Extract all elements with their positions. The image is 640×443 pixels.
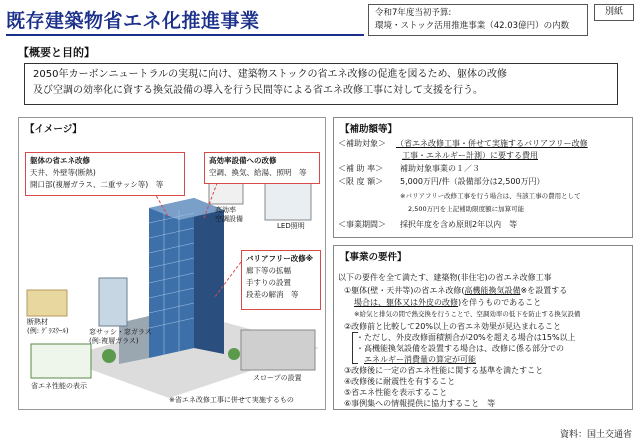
subsidy-limit-label: ＜限 度 額＞ — [338, 177, 384, 186]
callout-equip-line1: 空調、換気、給湯、照明 等 — [209, 168, 307, 177]
callout-barrier-line3: 段差の解消 等 — [246, 290, 299, 299]
overview-heading: 【概要と目的】 — [18, 46, 95, 59]
callout-equip-title: 高効率設備への改修 — [209, 156, 277, 165]
insulation-label: 断熱材 (例: ｸﾞﾗｽｳｰﾙ) — [27, 318, 69, 335]
budget-box — [368, 4, 588, 36]
subsidy-target-line1: （省エネ改修工事・併せて実施するバリアフリー改修 — [396, 139, 588, 148]
subsidy-rate-label: ＜補 助 率＞ — [338, 164, 384, 173]
subsidy-limit-value: 5,000万円/件（設備部分は2,500万円） — [400, 177, 545, 186]
requirement-1: ①躯体(壁・天井等)の省エネ改修(高機能換気設備※を設置する — [344, 286, 568, 295]
requirements-box — [333, 245, 633, 410]
subsidy-heading: 【補助額等】 — [340, 124, 398, 135]
annex-label: 別紙 — [594, 4, 634, 21]
overview-box — [24, 63, 618, 105]
subsidy-target-line2: 工事・エネルギー計測）に要する費用 — [402, 151, 538, 160]
image-panel — [18, 117, 326, 410]
tree — [228, 348, 240, 360]
energy-label-image — [31, 344, 91, 378]
energy-display-label: 省エネ性能の表示 — [31, 382, 87, 390]
requirements-heading: 【事業の要件】 — [340, 252, 407, 263]
callout-body-line2: 開口部(複層ガラス、二重サッシ等) 等 — [30, 180, 164, 189]
image-heading: 【イメージ】 — [25, 124, 82, 135]
subsidy-period-value: 採択年度を含め原則2年以内 等 — [400, 220, 518, 229]
image-footnote: ※省エネ改修工事に併せて実施するもの — [169, 396, 294, 404]
requirement-2b: ・高機能換気設備を設置する場合は、改修に係る部分での — [356, 344, 564, 353]
overview-line1: 2050年カーボンニュートラルの実現に向け、建築物ストックの省エネ改修の促進を図るため、躯体の改修 — [33, 69, 508, 80]
callout-body-line1: 天井、外壁等(断熱) — [30, 168, 96, 177]
budget-line1: 令和7年度当初予算: — [375, 8, 452, 18]
requirement-5: ⑤省エネ性能を表示すること — [344, 388, 448, 397]
callout-body-retrofit — [25, 152, 185, 196]
callout-equipment — [204, 152, 320, 184]
requirement-6: ⑥事例集への情報提供に協力すること 等 — [344, 399, 496, 408]
subsidy-note2: 2,500万円を上記補助限度額に加算可能 — [408, 205, 525, 213]
requirement-2c: エネルギー消費量の算定が可能 — [364, 355, 476, 364]
led-label: LED照明 — [277, 222, 305, 230]
callout-body-title: 躯体の省エネ改修 — [30, 156, 90, 165]
callout-barrier-line1: 廊下等の拡幅 — [246, 266, 291, 275]
title-underline — [6, 34, 364, 36]
window-label: 窓サッシ・窓ガラス (例:複層ガラス) — [89, 328, 152, 345]
slope-label: スロープの設置 — [253, 374, 302, 382]
subsidy-target-label: ＜補助対象＞ — [338, 139, 386, 148]
title-bar — [0, 0, 640, 40]
overview-line2: 及び空調の効率化に資する換気設備の導入を行う民間等による省エネ改修工事に対して支援を行う。 — [33, 85, 483, 96]
requirement-1-cont: 場合は、躯体又は外皮の改修)を伴うものであること — [354, 298, 542, 307]
subsidy-rate-value: 補助対象事業の１／３ — [400, 164, 480, 173]
subsidy-box — [333, 117, 633, 238]
budget-line2: 環境・ストック活用推進事業（42.03億円）の内数 — [375, 21, 570, 31]
source-note: 資料：国土交通省 — [559, 430, 632, 440]
insulation-image — [27, 290, 67, 316]
requirement-2: ②改修前と比較して20%以上の省エネ効果が見込まれること — [344, 322, 561, 331]
callout-barrier-line2: 手すりの設置 — [246, 278, 291, 287]
requirement-3: ③改修後に一定の省エネ性能に関する基準を満たすこと — [344, 366, 544, 375]
requirements-intro: 以下の要件を全て満たす、建築物(非住宅)の省エネ改修工事 — [338, 273, 552, 282]
ac-label: 高効率 空調設備 — [215, 206, 243, 223]
requirement-4: ④改修後に耐震性を有すること — [344, 377, 456, 386]
callout-barrier-title: バリアフリー改修※ — [246, 254, 313, 263]
slope-image — [241, 330, 315, 370]
subsidy-period-label: ＜事業期間＞ — [338, 220, 386, 229]
page-title: 既存建築物省エネ化推進事業 — [6, 10, 260, 32]
requirement-1-note: ※給気と排気の間で熱交換を行うことで、空調効率の低下を防止する換気設備 — [354, 310, 581, 318]
window-image — [99, 278, 127, 326]
callout-barrier-free — [241, 250, 321, 310]
tree — [102, 349, 116, 363]
subsidy-note1: ※バリアフリー改修工事を行う場合は、当該工事の費用として — [400, 192, 581, 200]
requirement-2a: ・ただし、外皮改修面積割合が20%を超える場合は15%以上 — [356, 333, 576, 342]
